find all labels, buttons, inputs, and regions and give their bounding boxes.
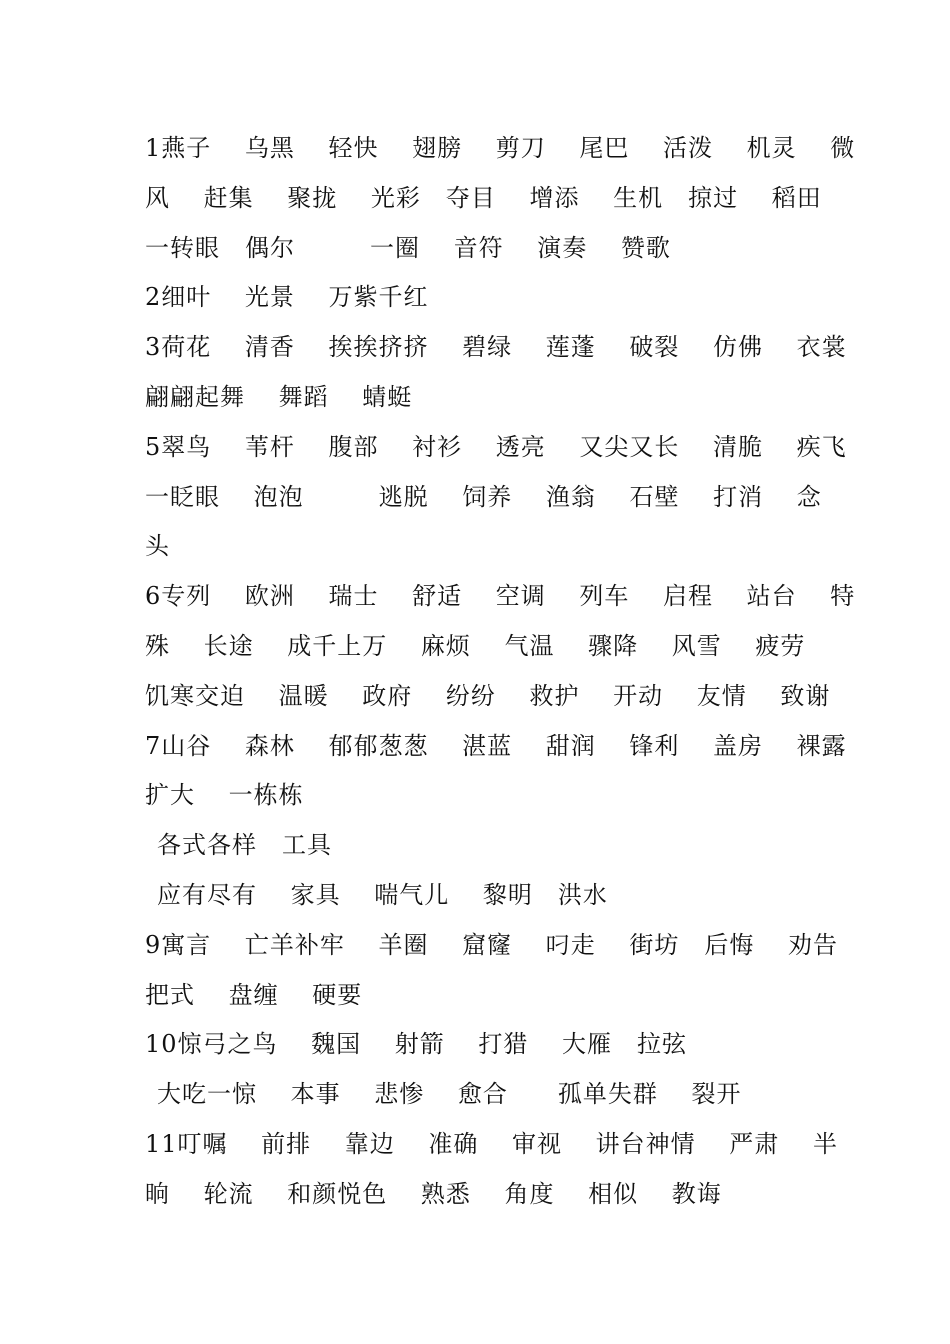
text-line: 大吃一惊 本事 悲惨 愈合 孤单失群 裂开: [157, 1080, 742, 1109]
text-line: 一转眼 偶尔 一圈 音符 演奏 赞歌: [145, 233, 671, 262]
text-line: 2细叶 光景 万紫千红: [145, 283, 429, 312]
text-line: 晌 轮流 和颜悦色 熟悉 角度 相似 教诲: [145, 1179, 722, 1208]
text-line: 3荷花 清香 挨挨挤挤 碧绿 莲蓬 破裂 仿佛 衣裳: [145, 333, 847, 362]
text-line: 5翠鸟 苇杆 腹部 衬衫 透亮 又尖又长 清脆 疾飞: [145, 432, 847, 461]
text-line: 各式各样 工具: [157, 831, 332, 860]
text-line: 应有尽有 家具 喘气儿 黎明 洪水: [157, 880, 608, 909]
text-line: 9寓言 亡羊补牢 羊圈 窟窿 叼走 街坊 后悔 劝告: [145, 930, 839, 959]
text-line: 6专列 欧洲 瑞士 舒适 空调 列车 启程 站台 特: [145, 582, 856, 611]
text-line: 7山谷 森林 郁郁葱葱 湛蓝 甜润 锋利 盖房 裸露: [145, 731, 847, 760]
text-line: 10惊弓之鸟 魏国 射箭 打猎 大雁 拉弦: [145, 1030, 688, 1059]
text-line: 把式 盘缠 硬要: [145, 980, 363, 1009]
text-line: 1燕子 乌黑 轻快 翅膀 剪刀 尾巴 活泼 机灵 微: [145, 134, 856, 162]
text-line: 一眨眼 泡泡 逃脱 饲养 渔翁 石壁 打消 念: [145, 482, 822, 511]
vocabulary-list: [145, 124, 856, 1220]
text-line: 扩大 一栋栋: [145, 781, 304, 810]
text-line: 头: [145, 532, 170, 561]
text-line: 风 赶集 聚拢 光彩 夺目 增添 生机 掠过 稻田: [145, 183, 822, 212]
text-line: 翩翩起舞 舞蹈 蜻蜓: [145, 382, 413, 411]
text-line: 殊 长途 成千上万 麻烦 气温 骤降 风雪 疲劳: [145, 631, 806, 660]
text-line: 11叮嘱 前排 靠边 准确 审视 讲台神情 严肃 半: [145, 1129, 838, 1158]
text-line: 饥寒交迫 温暖 政府 纷纷 救护 开动 友情 致谢: [145, 681, 831, 710]
